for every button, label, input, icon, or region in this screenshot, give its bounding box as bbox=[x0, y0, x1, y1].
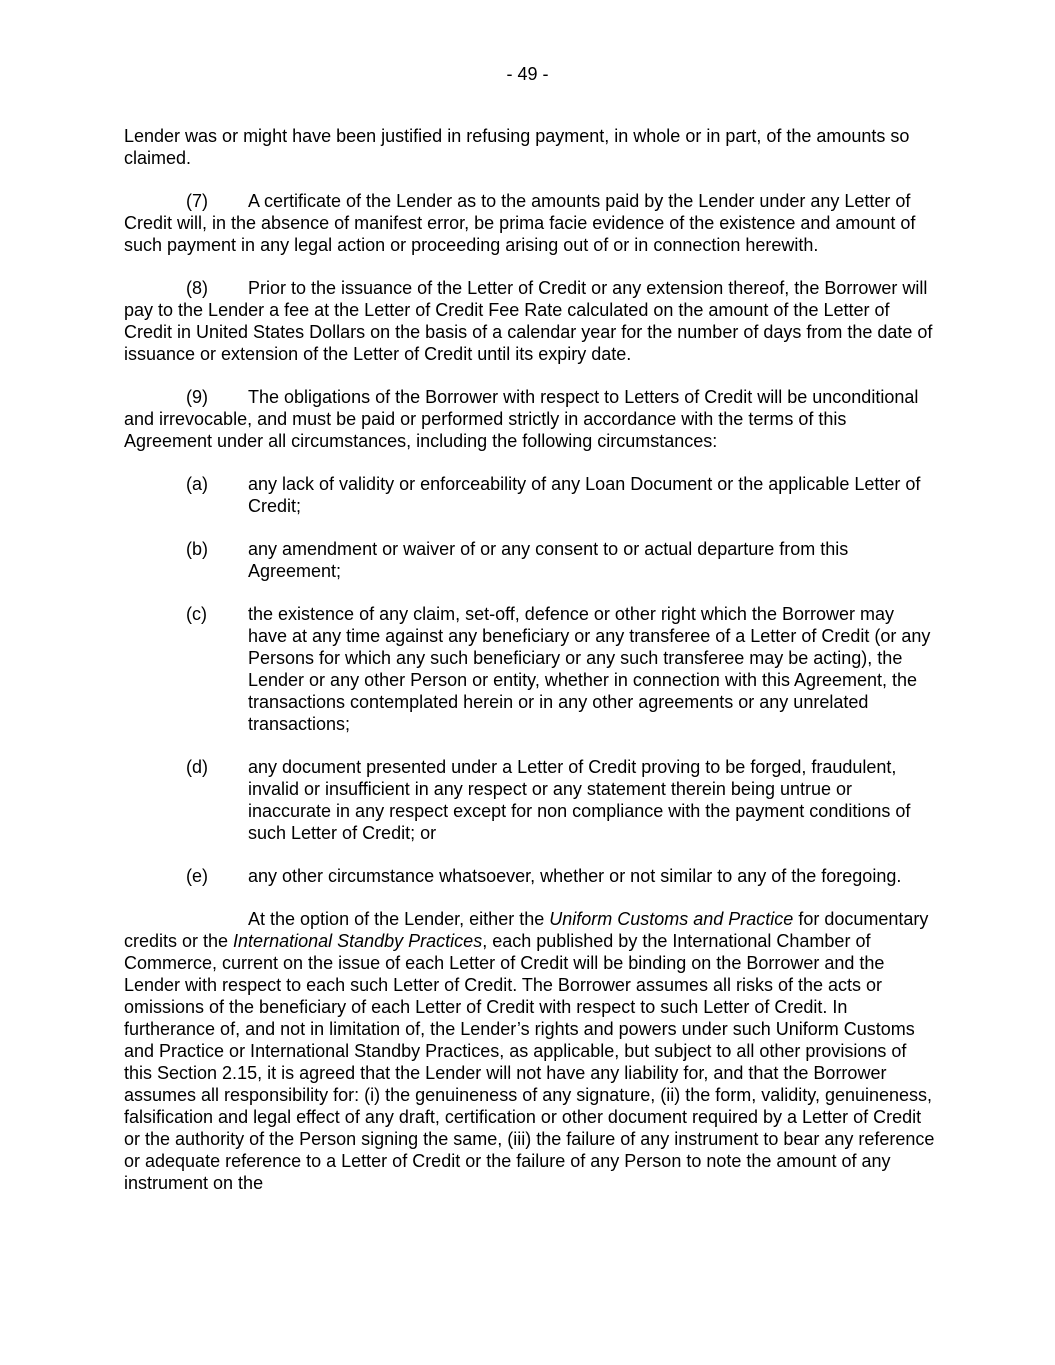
paragraph-8 bbox=[124, 277, 936, 365]
paragraph-7 bbox=[124, 190, 936, 256]
list-item-text: any lack of validity or enforceability of any Loan Document or the applicable Letter of Credit; bbox=[248, 474, 921, 516]
list-item-c bbox=[124, 603, 936, 735]
paragraph-text: Prior to the issuance of the Letter of Credit or any extension thereof, the Borrower will pay to the Lender a fee at the Letter of Credit Fee Rate calculated on the amount of the Letter of Credit in United States Dollars on the basis of a calendar year for the number of days from the date of issuance or extension of the Letter of Credit until its expiry date. bbox=[124, 278, 933, 364]
final-italic-ucp: Uniform Customs and Practice bbox=[549, 909, 794, 929]
list-item-e bbox=[124, 865, 936, 887]
paragraph-text: The obligations of the Borrower with respect to Letters of Credit will be unconditional and irrevocable, and must be paid or performed strictly in accordance with the terms of this Agreement under all circumstances, including the following circumstances: bbox=[124, 387, 919, 451]
list-item-label: (c) bbox=[186, 604, 207, 624]
list-item-text: any amendment or waiver of or any consent to or actual departure from this Agreement; bbox=[248, 539, 849, 581]
paragraph-9 bbox=[124, 386, 936, 452]
list-item-label: (b) bbox=[186, 539, 208, 559]
paragraph-final bbox=[124, 908, 936, 1194]
final-text-1: At the option of the Lender, either the bbox=[248, 909, 550, 929]
list-item-label: (e) bbox=[186, 866, 208, 886]
list-item-label: (d) bbox=[186, 757, 208, 777]
list-item-b bbox=[124, 538, 936, 582]
list-item-d bbox=[124, 756, 936, 844]
page-number: - 49 - bbox=[506, 64, 549, 84]
document-body bbox=[124, 125, 936, 1215]
final-text-3: , each published by the International Chamber of Commerce, current on the issue of each Letter of Credit will be binding on the Borrower and the Lender with respect to each such Letter of Credit. The Borrower assumes all risks of the acts or omissions of the beneficiary of each Letter of Credit with respect to such Letter of Credit. In furtherance of, and not in limitation of, the Lender’s rights and powers under such Uniform Customs and Practice or International Standby Practices, as applicable, but subject to all other provisions of this Section 2.15, it is agreed that the Lender will not have any liability for, and that the Borrower assumes all responsibility for: (i) the genuineness of any signature, (ii) the form, validity, genuineness, falsification and legal effect of any draft, certification or other document required by a Letter of Credit or the authority of the Person signing the same, (iii) the failure of any instrument to bear any reference or adequate reference to a Letter of Credit or the failure of any Person to note the amount of any instrument on the bbox=[124, 931, 935, 1193]
paragraph-text: A certificate of the Lender as to the amounts paid by the Lender under any Letter of Credit will, in the absence of manifest error, be prima facie evidence of the existence and amount of such payment in any legal action or proceeding arising out of or in connection herewith. bbox=[124, 191, 916, 255]
paragraph-number: (9) bbox=[186, 387, 208, 407]
final-text-2: for documentary credits or the bbox=[124, 909, 929, 951]
paragraph-number: (8) bbox=[186, 278, 208, 298]
list-item-text: any other circumstance whatsoever, whether or not similar to any of the foregoing. bbox=[248, 866, 902, 886]
list-item-text: any document presented under a Letter of Credit proving to be forged, fraudulent, invalid or insufficient in any respect or any statement therein being untrue or inaccurate in any respect except for non compliance with the payment conditions of such Letter of Credit; or bbox=[248, 757, 911, 843]
list-item-label: (a) bbox=[186, 474, 208, 494]
paragraph-continuation: Lender was or might have been justified in refusing payment, in whole or in part, of the amounts so claimed. bbox=[124, 126, 910, 168]
list-item-text: the existence of any claim, set-off, defence or other right which the Borrower may have at any time against any beneficiary or any transferee of a Letter of Credit (or any Persons for which any such beneficiary or any such transferee may be acting), the Lender or any other Person or entity, whether in connection with this Agreement, the transactions contemplated herein or in any other agreements or any unrelated transactions; bbox=[248, 604, 931, 734]
paragraph-number: (7) bbox=[186, 191, 208, 211]
list-item-a bbox=[124, 473, 936, 517]
final-italic-isp: International Standby Practices bbox=[233, 931, 483, 951]
